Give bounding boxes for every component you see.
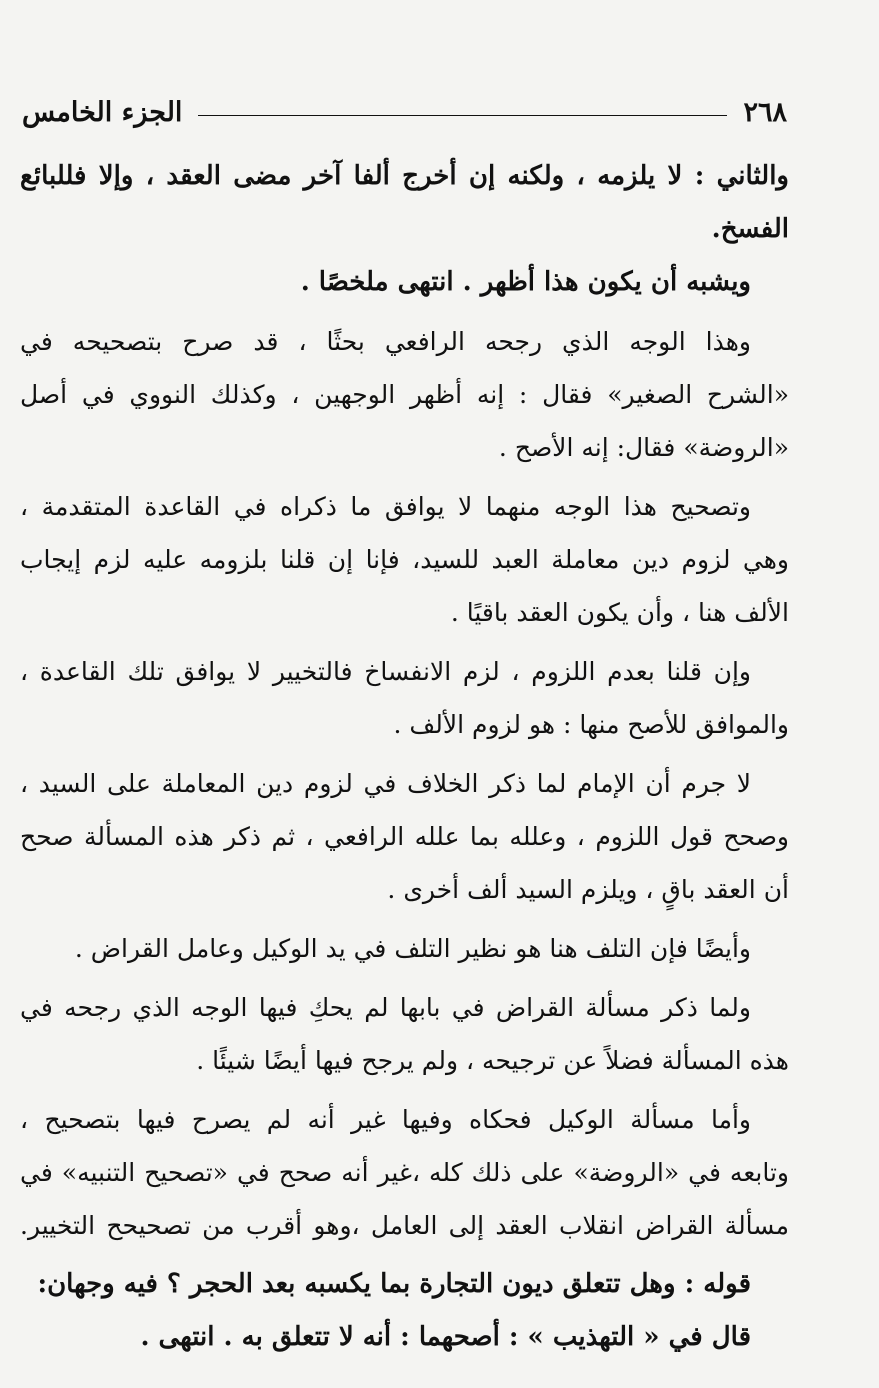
text-line: وهي لزوم دين معاملة العبد للسيد، فإنا إن قلنا بلزومه عليه لزم إيجاب xyxy=(20,545,789,574)
text-line: لا جرم أن الإمام لما ذكر الخلاف في لزوم دين المعاملة على السيد ، xyxy=(20,769,751,798)
text-line: ولما ذكر مسألة القراض في بابها لم يحكِ فيها الوجه الذي رجحه في xyxy=(20,993,751,1022)
text-line: وأما مسألة الوكيل فحكاه وفيها غير أنه لم يصرح فيها بتصحيح ، xyxy=(20,1105,751,1134)
text-line: مسألة القراض انقلاب العقد إلى العامل ،وهو أقرب من تصحيحح التخيير. xyxy=(20,1211,789,1240)
running-header xyxy=(22,92,787,132)
text-line: قوله : وهل تتعلق ديون التجارة بما يكسبه بعد الحجر ؟ فيه وجهان: xyxy=(37,1269,751,1299)
page-number: ٢٦٨ xyxy=(743,96,787,128)
page-body xyxy=(20,150,789,1364)
text-line: ويشبه أن يكون هذا أظهر . انتهى ملخصًا . xyxy=(300,267,751,297)
header-rule xyxy=(198,115,727,116)
text-line: وتابعه في «الروضة» على ذلك كله ،غير أنه صحح في «تصحيح التنبيه» في xyxy=(20,1158,789,1187)
text-line: هذه المسألة فضلاً عن ترجيحه ، ولم يرجح فيها أيضًا شيئًا . xyxy=(196,1046,789,1075)
text-line: والموافق للأصح منها : هو لزوم الألف . xyxy=(393,710,789,739)
volume-title: الجزء الخامس xyxy=(22,96,183,128)
text-line: أن العقد باقٍ ، ويلزم السيد ألف أخرى . xyxy=(387,875,789,904)
text-line: قال في « التهذيب » : أصحهما : أنه لا تتعلق به . انتهى . xyxy=(140,1322,751,1352)
text-line: والثاني : لا يلزمه ، ولكنه إن أخرج ألفا آخر مضى العقد ، وإلا فللبائع xyxy=(20,161,789,191)
text-line: وإن قلنا بعدم اللزوم ، لزم الانفساخ فالتخيير لا يوافق تلك القاعدة ، xyxy=(20,657,751,686)
text-line: وصحح قول اللزوم ، وعلله بما علله الرافعي ، ثم ذكر هذه المسألة صحح xyxy=(20,822,789,851)
text-line: «الروضة» فقال: إنه الأصح . xyxy=(498,433,789,462)
text-line: وتصحيح هذا الوجه منهما لا يوافق ما ذكراه في القاعدة المتقدمة ، xyxy=(20,492,751,521)
text-line: وهذا الوجه الذي رجحه الرافعي بحثًا ، قد صرح بتصحيحه في xyxy=(20,327,751,356)
text-line: «الشرح الصغير» فقال : إنه أظهر الوجهين ، وكذلك النووي في أصل xyxy=(20,380,789,409)
text-line: وأيضًا فإن التلف هنا هو نظير التلف في يد الوكيل وعامل القراض . xyxy=(74,934,751,963)
text-line: الألف هنا ، وأن يكون العقد باقيًا . xyxy=(450,598,789,627)
text-line: الفسخ. xyxy=(711,214,789,244)
